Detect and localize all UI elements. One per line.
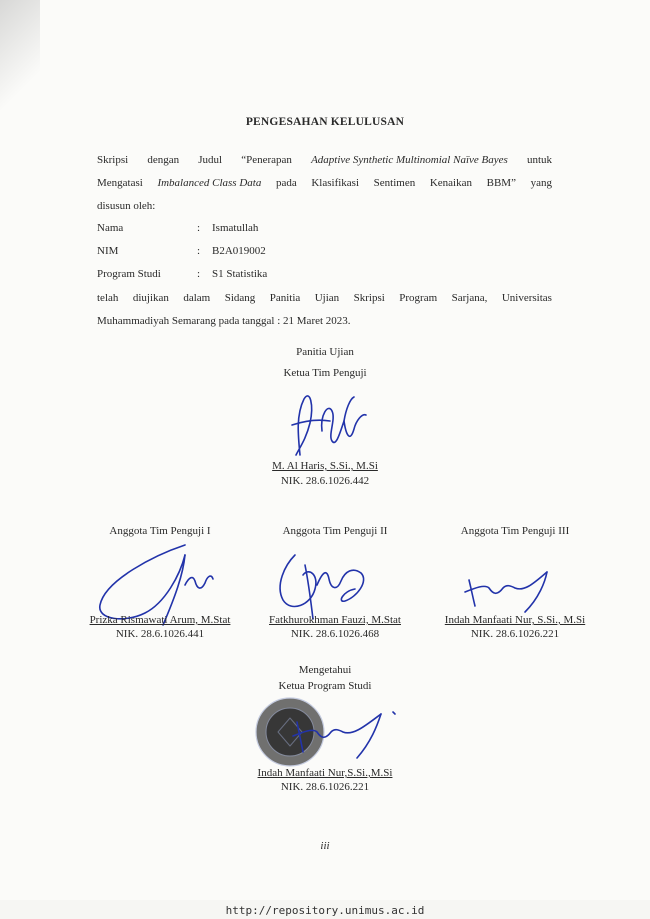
word: BBM” bbox=[486, 177, 516, 189]
intro-line-2 bbox=[97, 172, 552, 195]
word: Skripsi bbox=[97, 154, 129, 166]
word: Klasifikasi bbox=[311, 177, 360, 189]
word: yang bbox=[530, 177, 552, 189]
word: telah bbox=[97, 292, 119, 304]
page-number: iii bbox=[320, 840, 330, 852]
approval-header: Mengetahui bbox=[298, 664, 352, 676]
word: Skripsi bbox=[353, 292, 385, 304]
footer-url[interactable]: http://repository.unimus.ac.id bbox=[225, 904, 425, 917]
member-2-name: Fatkhurokhman Fauzi, M.Stat bbox=[269, 614, 401, 626]
approval-name: Indah Manfaati Nur,S.Si.,M.Si bbox=[257, 767, 393, 779]
member-2-nik: NIK. 28.6.1026.468 bbox=[290, 628, 380, 640]
word: Kenaikan bbox=[429, 177, 472, 189]
word-italic: Adaptive Synthetic Multinomial Naïve Bayes bbox=[311, 154, 508, 166]
exam-line-2: Muhammadiyah Semarang pada tanggal : 21 Maret 2023. bbox=[97, 315, 351, 327]
member-3-nik: NIK. 28.6.1026.221 bbox=[470, 628, 560, 640]
word: Sentimen bbox=[373, 177, 416, 189]
chair-role: Ketua Tim Penguji bbox=[283, 367, 367, 379]
approval-nik: NIK. 28.6.1026.221 bbox=[280, 781, 370, 793]
word: Program bbox=[399, 292, 438, 304]
document-title: PENGESAHAN KELULUSAN bbox=[245, 116, 405, 128]
exam-line-1 bbox=[97, 287, 552, 310]
member-1-role: Anggota Tim Penguji I bbox=[109, 525, 211, 537]
member-3-name: Indah Manfaati Nur, S.Si., M.Si bbox=[444, 614, 586, 626]
field-sep: : bbox=[197, 222, 201, 234]
word-italic: Imbalanced Class Data bbox=[157, 177, 262, 189]
chair-nik: NIK. 28.6.1026.442 bbox=[280, 475, 370, 487]
word: “Penerapan bbox=[241, 154, 292, 166]
word: diujikan bbox=[132, 292, 169, 304]
field-value-nama: Ismatullah bbox=[212, 222, 259, 234]
word: Judul bbox=[198, 154, 223, 166]
field-value-nim: B2A019002 bbox=[212, 245, 266, 257]
chair-name: M. Al Haris, S.Si., M.Si bbox=[272, 460, 378, 472]
word: Sarjana, bbox=[451, 292, 488, 304]
member-1-name: Prizka Rismawati Arum, M.Stat bbox=[89, 614, 231, 626]
word: Panitia bbox=[269, 292, 301, 304]
intro-line-1 bbox=[97, 149, 552, 172]
word: dengan bbox=[147, 154, 180, 166]
member-1-nik: NIK. 28.6.1026.441 bbox=[115, 628, 205, 640]
word: dalam bbox=[183, 292, 211, 304]
intro-line-3: disusun oleh: bbox=[97, 200, 156, 212]
field-label-nim: NIM bbox=[97, 245, 119, 257]
field-sep: : bbox=[197, 245, 201, 257]
word: Ujian bbox=[314, 292, 340, 304]
member-2-signature-icon bbox=[265, 545, 385, 625]
field-sep: : bbox=[197, 268, 201, 280]
member-3-role: Anggota Tim Penguji III bbox=[460, 525, 570, 537]
member-2-role: Anggota Tim Penguji II bbox=[282, 525, 388, 537]
member-3-signature-icon bbox=[455, 552, 575, 622]
committee-header: Panitia Ujian bbox=[296, 346, 354, 358]
approval-role: Ketua Program Studi bbox=[278, 680, 372, 692]
approval-signature-icon bbox=[285, 700, 405, 770]
scan-edge-shadow bbox=[0, 0, 40, 120]
word: untuk bbox=[526, 154, 552, 166]
word: Sidang bbox=[224, 292, 256, 304]
word: Mengatasi bbox=[97, 177, 143, 189]
field-label-nama: Nama bbox=[97, 222, 124, 234]
chair-signature-icon bbox=[270, 385, 390, 465]
field-value-program-studi: S1 Statistika bbox=[212, 268, 268, 280]
word: Universitas bbox=[501, 292, 552, 304]
field-label-program-studi: Program Studi bbox=[97, 268, 161, 280]
word: pada bbox=[275, 177, 297, 189]
